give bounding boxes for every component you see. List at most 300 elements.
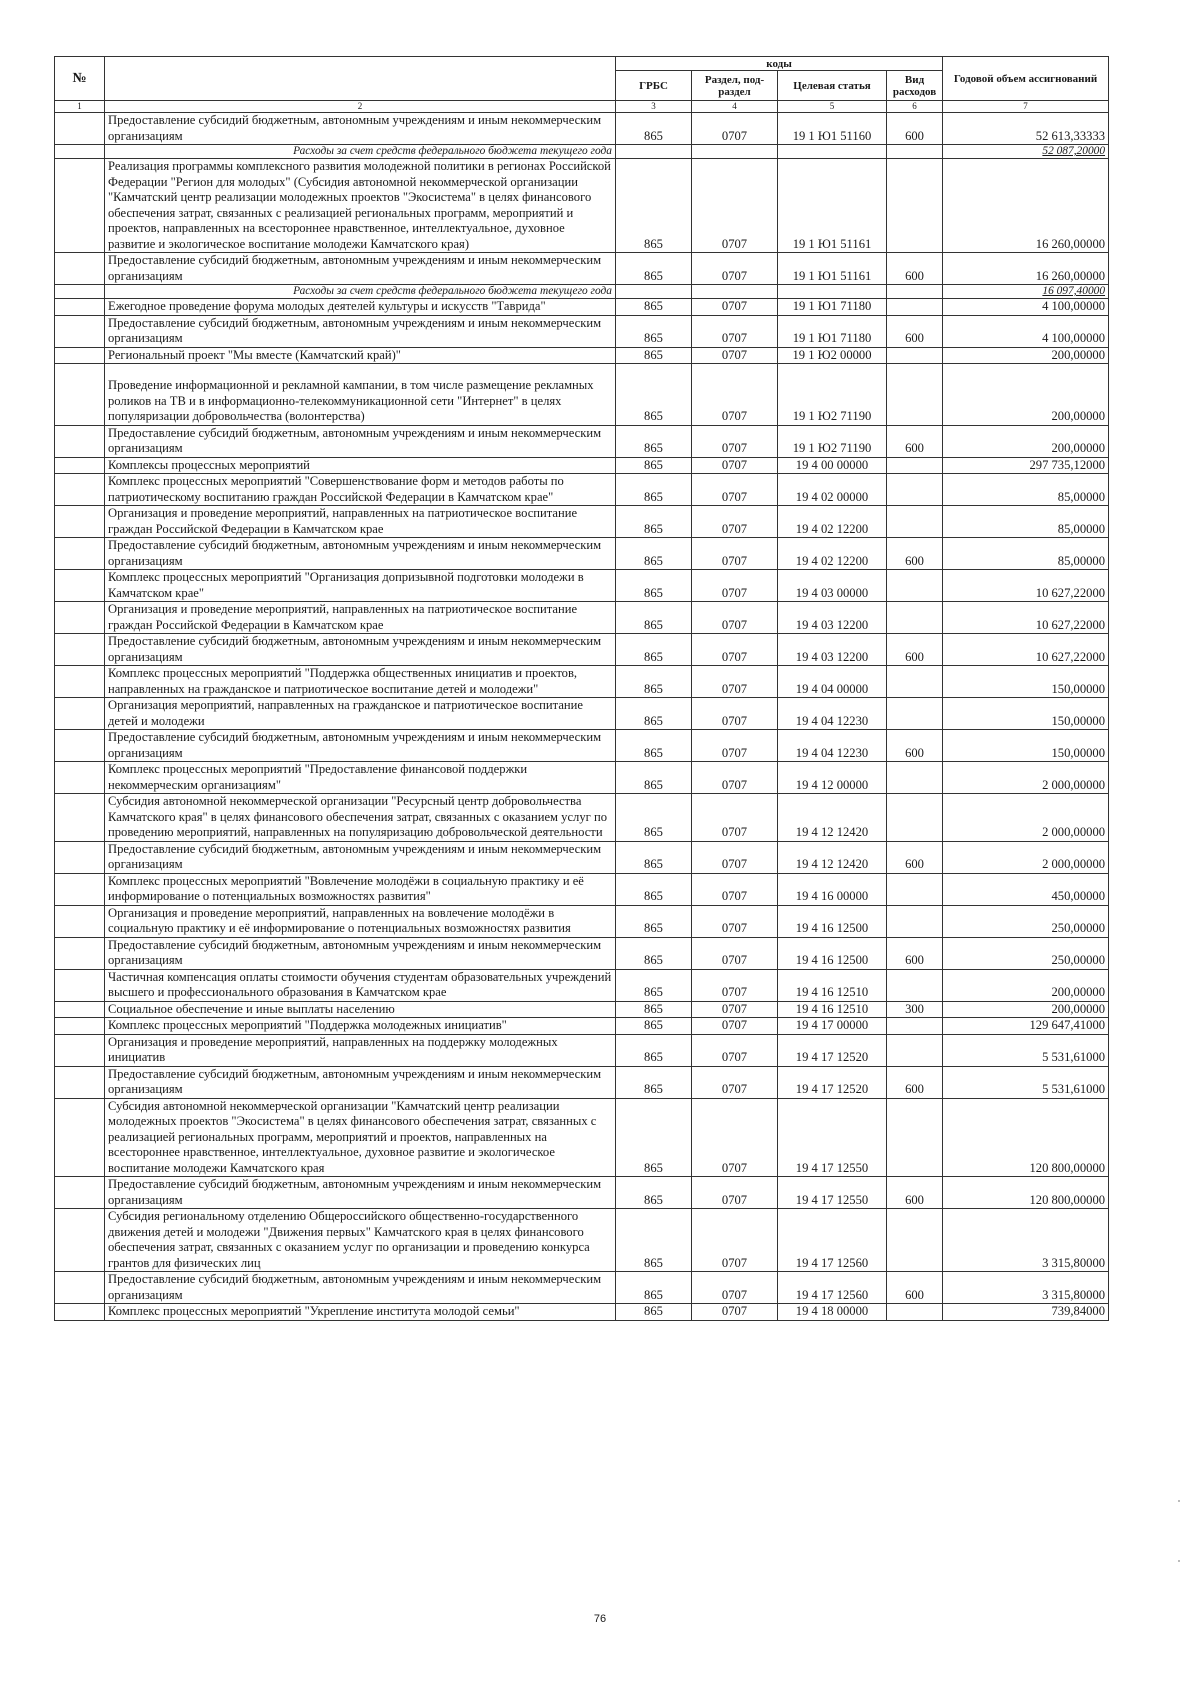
row-amount: 129 647,41000 [943, 1018, 1109, 1035]
row-grbs: 865 [616, 1066, 692, 1098]
row-expense-kind [887, 299, 943, 316]
row-section: 0707 [692, 299, 778, 316]
row-target-article: 19 4 03 12200 [778, 634, 887, 666]
row-amount: 85,00000 [943, 474, 1109, 506]
row-section: 0707 [692, 1066, 778, 1098]
row-target-article: 19 4 12 00000 [778, 762, 887, 794]
row-number-cell [55, 1001, 105, 1018]
row-amount: 2 000,00000 [943, 841, 1109, 873]
row-amount: 297 735,12000 [943, 457, 1109, 474]
row-expense-kind [887, 762, 943, 794]
row-description: Предоставление субсидий бюджетным, автономным учреждениям и иным некоммерческим организациям [105, 730, 616, 762]
row-amount: 10 627,22000 [943, 634, 1109, 666]
row-section: 0707 [692, 457, 778, 474]
header-target: Целевая статья [778, 71, 887, 101]
row-description: Комплекс процессных мероприятий "Поддержка общественных инициатив и проектов, направленных на гражданское и патриотическое воспитание детей и молодежи" [105, 666, 616, 698]
row-grbs: 865 [616, 634, 692, 666]
row-grbs: 865 [616, 1018, 692, 1035]
row-number-cell [55, 937, 105, 969]
row-description: Предоставление субсидий бюджетным, автономным учреждениям и иным некоммерческим организациям [105, 425, 616, 457]
row-description: Предоставление субсидий бюджетным, автономным учреждениям и иным некоммерческим организациям [105, 841, 616, 873]
row-amount: 200,00000 [943, 969, 1109, 1001]
row-description: Предоставление субсидий бюджетным, автономным учреждениям и иным некоммерческим организациям [105, 937, 616, 969]
row-description: Комплекс процессных мероприятий "Организация допризывной подготовки молодежи в Камчатском крае" [105, 570, 616, 602]
row-expense-kind [887, 285, 943, 299]
row-section: 0707 [692, 969, 778, 1001]
row-amount: 3 315,80000 [943, 1272, 1109, 1304]
table-row [55, 905, 1109, 937]
row-section: 0707 [692, 1209, 778, 1272]
row-amount: 16 097,40000 [943, 285, 1109, 299]
row-target-article: 19 1 Ю2 00000 [778, 347, 887, 364]
row-expense-kind: 600 [887, 253, 943, 285]
row-target-article: 19 4 02 00000 [778, 474, 887, 506]
row-section: 0707 [692, 1304, 778, 1321]
row-number-cell [55, 698, 105, 730]
row-grbs: 865 [616, 602, 692, 634]
row-section: 0707 [692, 1177, 778, 1209]
row-grbs: 865 [616, 1304, 692, 1321]
row-grbs: 865 [616, 253, 692, 285]
row-section: 0707 [692, 602, 778, 634]
table-row [55, 457, 1109, 474]
row-amount: 2 000,00000 [943, 794, 1109, 842]
header-codes: коды [616, 57, 943, 71]
row-grbs: 865 [616, 841, 692, 873]
row-amount: 200,00000 [943, 364, 1109, 426]
row-number-cell [55, 841, 105, 873]
row-target-article: 19 1 Ю1 51161 [778, 253, 887, 285]
row-amount: 10 627,22000 [943, 602, 1109, 634]
row-number-cell [55, 1177, 105, 1209]
row-expense-kind: 600 [887, 634, 943, 666]
row-number-cell [55, 794, 105, 842]
row-number-cell [55, 1272, 105, 1304]
table-body [55, 113, 1109, 1321]
row-section: 0707 [692, 1018, 778, 1035]
row-expense-kind [887, 159, 943, 253]
table-row [55, 364, 1109, 426]
federal-funds-row [55, 285, 1109, 299]
row-amount: 3 315,80000 [943, 1209, 1109, 1272]
row-target-article: 19 4 16 12510 [778, 969, 887, 1001]
row-expense-kind [887, 1018, 943, 1035]
table-row [55, 299, 1109, 316]
row-description: Проведение информационной и рекламной кампании, в том числе размещение рекламных роликов на ТВ и в информационно-телекоммуникационной сети "Интернет" в целях популяризации добровольчества (волонтерства) [105, 364, 616, 426]
row-section: 0707 [692, 570, 778, 602]
row-target-article: 19 4 18 00000 [778, 1304, 887, 1321]
row-target-article [778, 285, 887, 299]
row-number-cell [55, 905, 105, 937]
row-description: Субсидия автономной некоммерческой организации "Камчатский центр реализации молодежных проектов "Экосистема" в целях финансового обеспечения затрат, связанных с реализацией региональных программ, мероприятий и проектов, направленных на всестороннее нравственное, интеллектуальное, духовное развитие и экологическое воспитание молодежи Камчатского края [105, 1098, 616, 1177]
scan-mark [1178, 1560, 1180, 1562]
row-description: Предоставление субсидий бюджетным, автономным учреждениям и иным некоммерческим организациям [105, 1272, 616, 1304]
row-target-article: 19 4 03 12200 [778, 602, 887, 634]
table-row [55, 474, 1109, 506]
row-target-article: 19 4 02 12200 [778, 538, 887, 570]
row-expense-kind [887, 905, 943, 937]
row-number-cell [55, 570, 105, 602]
row-grbs: 865 [616, 937, 692, 969]
row-grbs: 865 [616, 762, 692, 794]
row-grbs: 865 [616, 730, 692, 762]
row-target-article: 19 4 17 12550 [778, 1098, 887, 1177]
col-index-4: 4 [692, 101, 778, 113]
row-description: Предоставление субсидий бюджетным, автономным учреждениям и иным некоммерческим организациям [105, 634, 616, 666]
row-number-cell [55, 666, 105, 698]
row-target-article: 19 4 17 12520 [778, 1066, 887, 1098]
row-section: 0707 [692, 347, 778, 364]
row-amount: 150,00000 [943, 698, 1109, 730]
row-target-article: 19 4 16 12500 [778, 937, 887, 969]
row-number-cell [55, 538, 105, 570]
row-section: 0707 [692, 905, 778, 937]
row-expense-kind: 600 [887, 1177, 943, 1209]
row-expense-kind [887, 457, 943, 474]
row-expense-kind: 600 [887, 315, 943, 347]
row-number-cell [55, 602, 105, 634]
row-target-article: 19 4 17 12560 [778, 1209, 887, 1272]
row-expense-kind [887, 145, 943, 159]
row-description: Организация мероприятий, направленных на гражданское и патриотическое воспитание детей и молодежи [105, 698, 616, 730]
table-row [55, 1066, 1109, 1098]
row-target-article: 19 4 12 12420 [778, 794, 887, 842]
table-row [55, 113, 1109, 145]
row-section: 0707 [692, 1272, 778, 1304]
row-amount: 120 800,00000 [943, 1098, 1109, 1177]
row-number-cell [55, 1209, 105, 1272]
row-number-cell [55, 253, 105, 285]
row-expense-kind [887, 666, 943, 698]
row-grbs: 865 [616, 1177, 692, 1209]
row-grbs: 865 [616, 474, 692, 506]
table-row [55, 873, 1109, 905]
header-amount: Годовой объем ассигнований [943, 57, 1109, 101]
row-grbs: 865 [616, 698, 692, 730]
row-target-article: 19 1 Ю2 71190 [778, 364, 887, 426]
row-description: Организация и проведение мероприятий, направленных на вовлечение молодёжи в социальную практику и её информирование о потенциальных возможностях развития [105, 905, 616, 937]
table-row [55, 159, 1109, 253]
row-expense-kind: 600 [887, 113, 943, 145]
table-row [55, 1018, 1109, 1035]
table-row [55, 1209, 1109, 1272]
row-section: 0707 [692, 634, 778, 666]
row-amount: 200,00000 [943, 347, 1109, 364]
row-expense-kind [887, 506, 943, 538]
row-section: 0707 [692, 538, 778, 570]
row-description: Реализация программы комплексного развития молодежной политики в регионах Российской Федерации "Регион для молодых" (Субсидия автономной некоммерческой организации "Камчатский центр реализации молодежных проектов "Экосистема" в целях финансового обеспечения затрат, связанных с реализацией региональных программ, мероприятий и проектов, направленных на всестороннее нравственное, интеллектуальное, духовное развитие и экологическое воспитание молодежи Камчатского края) [105, 159, 616, 253]
row-description: Организация и проведение мероприятий, направленных на патриотическое воспитание граждан Российской Федерации в Камчатском крае [105, 602, 616, 634]
row-amount: 450,00000 [943, 873, 1109, 905]
table-row [55, 347, 1109, 364]
row-amount: 250,00000 [943, 905, 1109, 937]
row-amount: 200,00000 [943, 425, 1109, 457]
row-amount: 120 800,00000 [943, 1177, 1109, 1209]
row-number-cell [55, 113, 105, 145]
row-description: Предоставление субсидий бюджетным, автономным учреждениям и иным некоммерческим организациям [105, 1177, 616, 1209]
row-expense-kind [887, 698, 943, 730]
row-section: 0707 [692, 1034, 778, 1066]
row-number-cell [55, 1098, 105, 1177]
header-description [105, 57, 616, 101]
row-amount: 52 613,33333 [943, 113, 1109, 145]
row-number-cell [55, 969, 105, 1001]
table-header [55, 57, 1109, 113]
row-target-article: 19 4 16 00000 [778, 873, 887, 905]
budget-table [54, 56, 1109, 1321]
row-description: Комплекс процессных мероприятий "Укрепление института молодой семьи" [105, 1304, 616, 1321]
row-amount: 2 000,00000 [943, 762, 1109, 794]
row-description: Расходы за счет средств федерального бюджета текущего года [105, 285, 616, 299]
row-target-article [778, 145, 887, 159]
row-section: 0707 [692, 1098, 778, 1177]
row-description: Региональный проект "Мы вместе (Камчатский край)" [105, 347, 616, 364]
row-section: 0707 [692, 159, 778, 253]
row-amount: 150,00000 [943, 666, 1109, 698]
row-amount: 739,84000 [943, 1304, 1109, 1321]
row-description: Расходы за счет средств федерального бюджета текущего года [105, 145, 616, 159]
header-grbs: ГРБС [616, 71, 692, 101]
col-index-1: 1 [55, 101, 105, 113]
row-grbs: 865 [616, 794, 692, 842]
table-row [55, 762, 1109, 794]
table-row [55, 634, 1109, 666]
header-num: № [55, 57, 105, 101]
row-amount: 4 100,00000 [943, 299, 1109, 316]
row-grbs: 865 [616, 538, 692, 570]
row-description: Организация и проведение мероприятий, направленных на поддержку молодежных инициатив [105, 1034, 616, 1066]
col-index-3: 3 [616, 101, 692, 113]
row-target-article: 19 4 02 12200 [778, 506, 887, 538]
table-row [55, 1001, 1109, 1018]
row-number-cell [55, 506, 105, 538]
row-description: Предоставление субсидий бюджетным, автономным учреждениям и иным некоммерческим организациям [105, 315, 616, 347]
col-index-7: 7 [943, 101, 1109, 113]
row-expense-kind: 600 [887, 841, 943, 873]
row-description: Частичная компенсация оплаты стоимости обучения студентам образовательных учреждений высшего и профессионального образования в Камчатском крае [105, 969, 616, 1001]
row-target-article: 19 4 04 12230 [778, 698, 887, 730]
row-amount: 150,00000 [943, 730, 1109, 762]
table-row [55, 1304, 1109, 1321]
row-description: Комплексы процессных мероприятий [105, 457, 616, 474]
row-grbs: 865 [616, 969, 692, 1001]
scan-mark [1178, 1500, 1180, 1502]
row-description: Социальное обеспечение и иные выплаты населению [105, 1001, 616, 1018]
row-grbs [616, 285, 692, 299]
row-target-article: 19 4 16 12510 [778, 1001, 887, 1018]
row-number-cell [55, 634, 105, 666]
row-expense-kind: 600 [887, 730, 943, 762]
row-number-cell [55, 145, 105, 159]
header-kind: Вид расходов [887, 71, 943, 101]
row-expense-kind [887, 969, 943, 1001]
row-target-article: 19 1 Ю1 51161 [778, 159, 887, 253]
row-section: 0707 [692, 794, 778, 842]
row-target-article: 19 4 17 00000 [778, 1018, 887, 1035]
row-amount: 16 260,00000 [943, 159, 1109, 253]
row-expense-kind [887, 1209, 943, 1272]
row-grbs: 865 [616, 1034, 692, 1066]
row-expense-kind [887, 1034, 943, 1066]
table-row [55, 1034, 1109, 1066]
row-section: 0707 [692, 315, 778, 347]
row-target-article: 19 1 Ю1 71180 [778, 315, 887, 347]
row-expense-kind [887, 602, 943, 634]
row-grbs: 865 [616, 1209, 692, 1272]
row-expense-kind [887, 347, 943, 364]
row-number-cell [55, 159, 105, 253]
row-description: Комплекс процессных мероприятий "Вовлечение молодёжи в социальную практику и её информирование о потенциальных возможностях развития" [105, 873, 616, 905]
row-number-cell [55, 285, 105, 299]
row-target-article: 19 4 17 12520 [778, 1034, 887, 1066]
row-amount: 16 260,00000 [943, 253, 1109, 285]
table-row [55, 969, 1109, 1001]
table-row [55, 253, 1109, 285]
row-section: 0707 [692, 730, 778, 762]
row-expense-kind [887, 364, 943, 426]
row-number-cell [55, 457, 105, 474]
row-target-article: 19 1 Ю1 51160 [778, 113, 887, 145]
row-grbs: 865 [616, 666, 692, 698]
row-section: 0707 [692, 762, 778, 794]
row-number-cell [55, 1034, 105, 1066]
table-row [55, 1272, 1109, 1304]
row-section: 0707 [692, 666, 778, 698]
row-amount: 5 531,61000 [943, 1066, 1109, 1098]
row-section: 0707 [692, 506, 778, 538]
table-row [55, 794, 1109, 842]
row-grbs: 865 [616, 506, 692, 538]
row-grbs: 865 [616, 905, 692, 937]
row-section: 0707 [692, 113, 778, 145]
table-row [55, 730, 1109, 762]
row-grbs: 865 [616, 364, 692, 426]
row-target-article: 19 4 17 12550 [778, 1177, 887, 1209]
row-description: Предоставление субсидий бюджетным, автономным учреждениям и иным некоммерческим организациям [105, 1066, 616, 1098]
table-row [55, 315, 1109, 347]
row-description: Ежегодное проведение форума молодых деятелей культуры и искусств "Таврида" [105, 299, 616, 316]
row-number-cell [55, 873, 105, 905]
row-expense-kind: 300 [887, 1001, 943, 1018]
row-grbs: 865 [616, 425, 692, 457]
row-expense-kind [887, 474, 943, 506]
table-row [55, 666, 1109, 698]
row-number-cell [55, 762, 105, 794]
row-target-article: 19 4 04 12230 [778, 730, 887, 762]
header-section: Раздел, под-раздел [692, 71, 778, 101]
row-target-article: 19 4 16 12500 [778, 905, 887, 937]
table-row [55, 425, 1109, 457]
row-expense-kind [887, 794, 943, 842]
row-grbs: 865 [616, 1272, 692, 1304]
row-grbs: 865 [616, 873, 692, 905]
row-amount: 52 087,20000 [943, 145, 1109, 159]
row-description: Комплекс процессных мероприятий "Совершенствование форм и методов работы по патриотическому воспитанию граждан Российской Федерации в Камчатском крае" [105, 474, 616, 506]
table-row [55, 602, 1109, 634]
table-row [55, 698, 1109, 730]
page-number: 76 [593, 1613, 607, 1625]
col-index-5: 5 [778, 101, 887, 113]
table-row [55, 937, 1109, 969]
row-grbs [616, 145, 692, 159]
table-row [55, 1177, 1109, 1209]
row-expense-kind: 600 [887, 538, 943, 570]
row-number-cell [55, 1304, 105, 1321]
row-description: Предоставление субсидий бюджетным, автономным учреждениям и иным некоммерческим организациям [105, 113, 616, 145]
row-section: 0707 [692, 425, 778, 457]
row-section [692, 145, 778, 159]
row-grbs: 865 [616, 159, 692, 253]
table-row [55, 570, 1109, 602]
row-section: 0707 [692, 1001, 778, 1018]
table-row [55, 1098, 1109, 1177]
row-target-article: 19 1 Ю2 71190 [778, 425, 887, 457]
row-section [692, 285, 778, 299]
row-expense-kind [887, 1098, 943, 1177]
row-grbs: 865 [616, 315, 692, 347]
row-section: 0707 [692, 937, 778, 969]
row-number-cell [55, 347, 105, 364]
row-amount: 5 531,61000 [943, 1034, 1109, 1066]
row-amount: 250,00000 [943, 937, 1109, 969]
row-description: Субсидия региональному отделению Общероссийского общественно-государственного движения детей и молодежи "Движения первых" Камчатского края в целях финансового обеспечения затрат, связанных с оказанием услуг по организации и проведению конкурса грантов для физических лиц [105, 1209, 616, 1272]
row-description: Комплекс процессных мероприятий "Поддержка молодежных инициатив" [105, 1018, 616, 1035]
row-grbs: 865 [616, 570, 692, 602]
row-target-article: 19 4 04 00000 [778, 666, 887, 698]
row-amount: 10 627,22000 [943, 570, 1109, 602]
row-number-cell [55, 1018, 105, 1035]
row-target-article: 19 4 17 12560 [778, 1272, 887, 1304]
row-target-article: 19 1 Ю1 71180 [778, 299, 887, 316]
row-number-cell [55, 425, 105, 457]
row-grbs: 865 [616, 457, 692, 474]
row-number-cell [55, 730, 105, 762]
row-description: Предоставление субсидий бюджетным, автономным учреждениям и иным некоммерческим организациям [105, 253, 616, 285]
row-grbs: 865 [616, 347, 692, 364]
row-number-cell [55, 474, 105, 506]
row-amount: 4 100,00000 [943, 315, 1109, 347]
row-description: Организация и проведение мероприятий, направленных на патриотическое воспитание граждан Российской Федерации в Камчатском крае [105, 506, 616, 538]
row-target-article: 19 4 00 00000 [778, 457, 887, 474]
row-description: Предоставление субсидий бюджетным, автономным учреждениям и иным некоммерческим организациям [105, 538, 616, 570]
table-row [55, 506, 1109, 538]
col-index-2: 2 [105, 101, 616, 113]
row-number-cell [55, 299, 105, 316]
row-expense-kind: 600 [887, 1066, 943, 1098]
row-amount: 85,00000 [943, 538, 1109, 570]
row-grbs: 865 [616, 113, 692, 145]
row-number-cell [55, 364, 105, 426]
row-number-cell [55, 1066, 105, 1098]
row-amount: 85,00000 [943, 506, 1109, 538]
row-grbs: 865 [616, 1098, 692, 1177]
row-number-cell [55, 315, 105, 347]
federal-funds-row [55, 145, 1109, 159]
col-index-6: 6 [887, 101, 943, 113]
row-grbs: 865 [616, 1001, 692, 1018]
table-row [55, 841, 1109, 873]
row-section: 0707 [692, 841, 778, 873]
row-expense-kind [887, 873, 943, 905]
row-expense-kind [887, 570, 943, 602]
row-description: Комплекс процессных мероприятий "Предоставление финансовой поддержки некоммерческим организациям" [105, 762, 616, 794]
row-section: 0707 [692, 253, 778, 285]
row-section: 0707 [692, 364, 778, 426]
row-section: 0707 [692, 698, 778, 730]
row-grbs: 865 [616, 299, 692, 316]
row-description: Субсидия автономной некоммерческой организации "Ресурсный центр добровольчества Камчатского края" в целях финансового обеспечения затрат, связанных с оказанием услуг по проведению мероприятий, направленных на популяризацию добровольческой деятельности [105, 794, 616, 842]
row-amount: 200,00000 [943, 1001, 1109, 1018]
